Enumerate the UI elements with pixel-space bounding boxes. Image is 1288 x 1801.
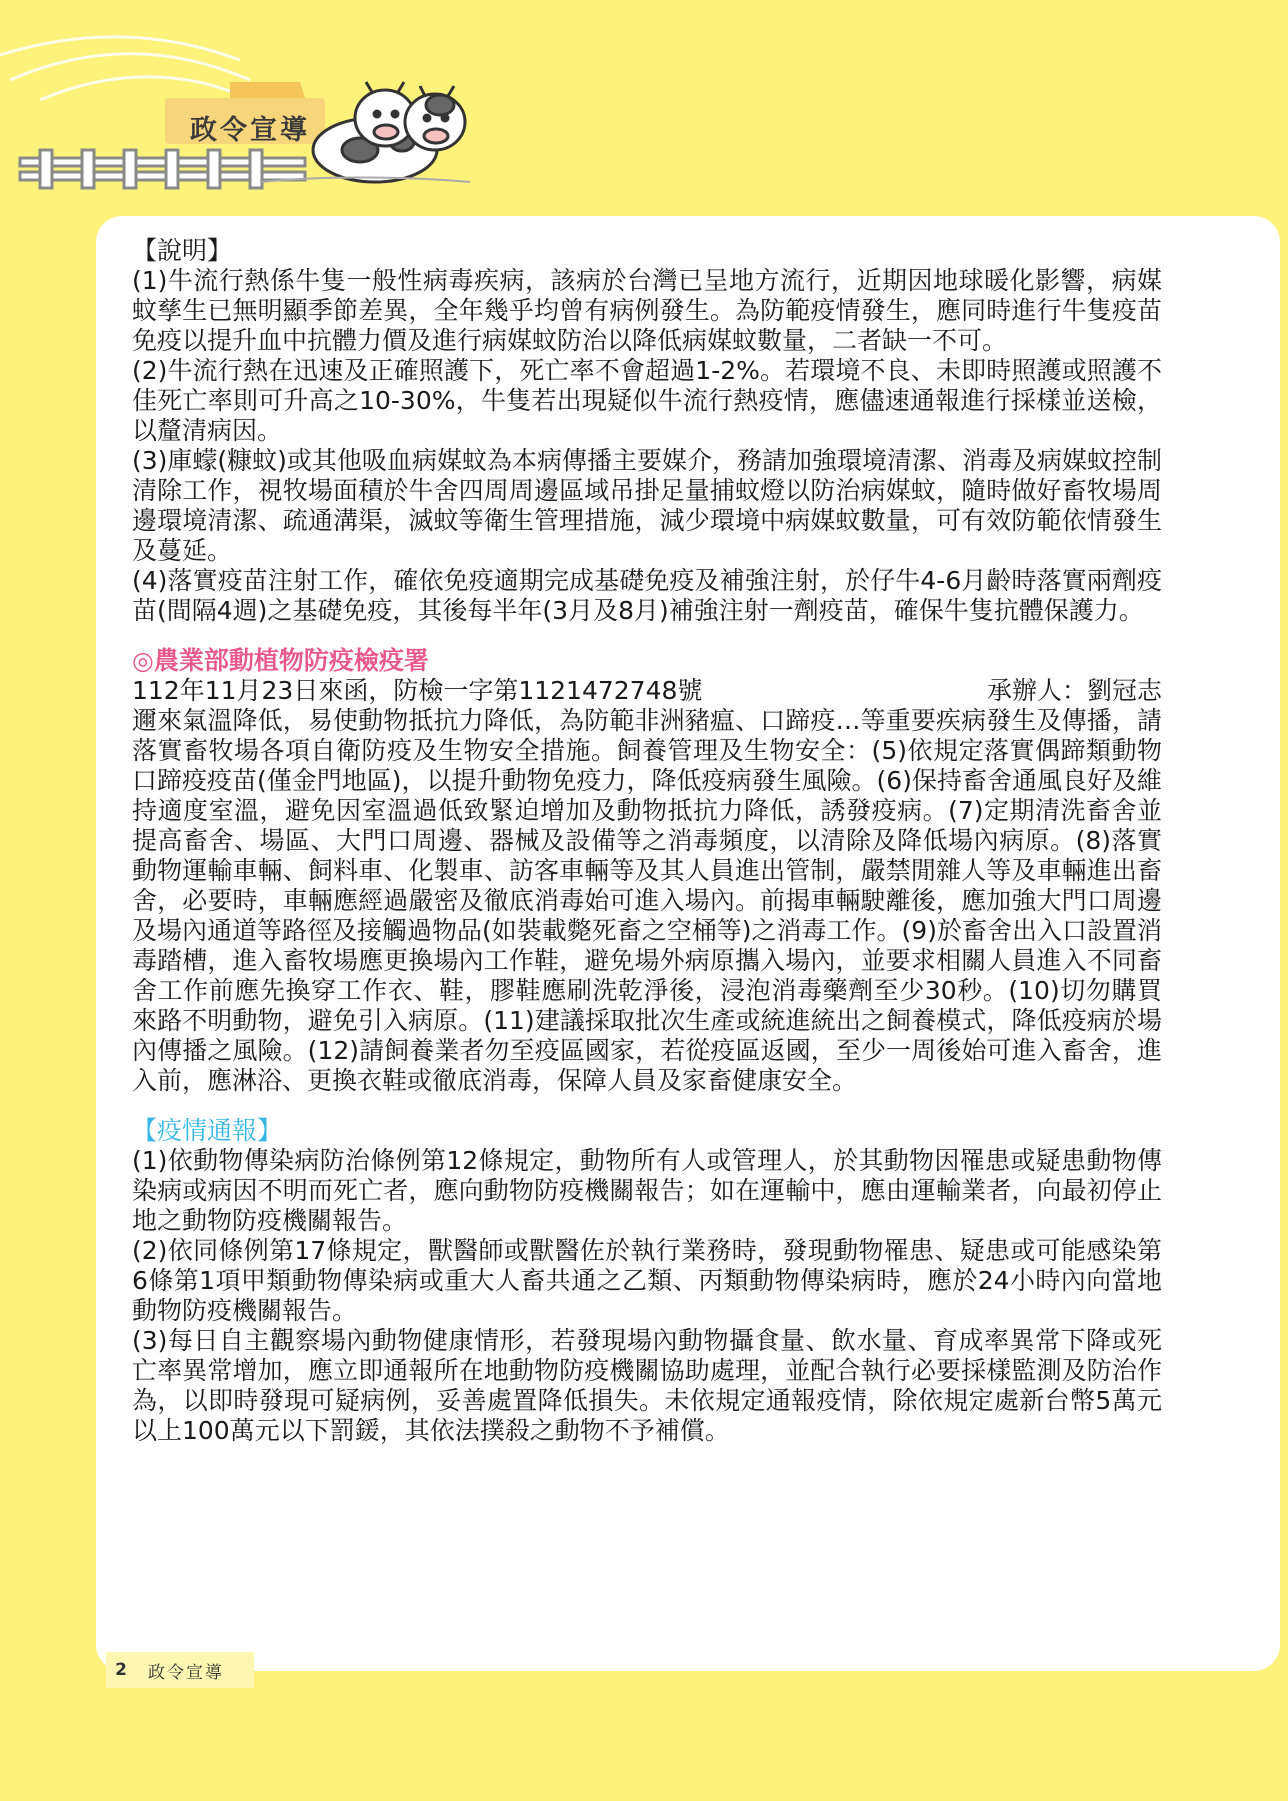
cow-illustration [313, 82, 465, 182]
page-number: 2 [115, 1660, 127, 1680]
agency-notice-section [132, 646, 1162, 1096]
banner-title: 政令宣導 [190, 115, 310, 146]
outbreak-report-item: (1)依動物傳染病防治條例第12條規定，動物所有人或管理人，於其動物因罹患或疑患動物傳染病或病因不明而死亡者，應向動物防疫機關報告；如在運輸中，應由運輸業者，向最初停止地之動物防疫機關報告。 [132, 1146, 1162, 1235]
footer-section-label: 政令宣導 [148, 1662, 224, 1683]
outbreak-report-item: (2)依同條例第17條規定，獸醫師或獸醫佐於執行業務時，發現動物罹患、疑患或可能感染第6條第1項甲類動物傳染病或重大人畜共通之乙類、丙類動物傳染病時，應於24小時內向當地動物防疫機關報告。 [132, 1236, 1162, 1325]
document-reference-line [132, 676, 1162, 706]
document-handler: 承辦人：劉冠志 [986, 676, 1162, 705]
explanation-item: (2)牛流行熱在迅速及正確照護下，死亡率不會超過1-2%。若環境不良、未即時照護或照護不佳死亡率則可升高之10-30%，牛隻若出現疑似牛流行熱疫情，應儘速通報進行採樣並送檢，以釐清病因。 [132, 356, 1162, 445]
header-illustration [0, 0, 520, 200]
outbreak-report-section [132, 1116, 1162, 1446]
agency-notice-body: 邇來氣溫降低，易使動物抵抗力降低，為防範非洲豬瘟、口蹄疫…等重要疾病發生及傳播，請落實畜牧場各項自衛防疫及生物安全措施。飼養管理及生物安全：(5)依規定落實偶蹄類動物口蹄疫疫苗(僅金門地區)，以提升動物免疫力，降低疫病發生風險。(6)保持畜舍通風良好及維持適度室溫，避免因室溫過低致緊迫增加及動物抵抗力降低，誘發疫病。(7)定期清洗畜舍並提高畜舍、場區、大門口周邊、器械及設備等之消毒頻度，以清除及降低場內病原。(8)落實動物運輸車輛、飼料車、化製車、訪客車輛等及其人員進出管制，嚴禁閒雜人等及車輛進出畜舍，必要時，車輛應經過嚴密及徹底消毒始可進入場內。前揭車輛駛離後，應加強大門口周邊及場內通道等路徑及接觸過物品(如裝載斃死畜之空桶等)之消毒工作。(9)於畜舍出入口設置消毒踏槽，進入畜牧場應更換場內工作鞋，避免場外病原攜入場內，並要求相關人員進入不同畜舍工作前應先換穿工作衣、鞋，膠鞋應刷洗乾淨後，浸泡消毒藥劑至少30秒。(10)切勿購買來路不明動物，避免引入病原。(11)建議採取批次生產或統進統出之飼養模式，降低疫病於場內傳播之風險。(12)請飼養業者勿至疫區國家，若從疫區返國，至少一周後始可進入畜舍，進入前，應淋浴、更換衣鞋或徹底消毒，保障人員及家畜健康安全。 [132, 706, 1162, 1095]
explanation-section [132, 236, 1162, 626]
page-footer [106, 1652, 254, 1688]
outbreak-report-item: (3)每日自主觀察場內動物健康情形，若發現場內動物攝食量、飲水量、育成率異常下降或死亡率異常增加，應立即通報所在地動物防疫機關協助處理，並配合執行必要採樣監測及防治作為，以即時發現可疑病例，妥善處置降低損失。未依規定通報疫情，除依規定處新台幣5萬元以上100萬元以下罰鍰，其依法撲殺之動物不予補償。 [132, 1326, 1162, 1445]
explanation-item: (3)庫蠓(糠蚊)或其他吸血病媒蚊為本病傳播主要媒介，務請加強環境清潔、消毒及病媒蚊控制清除工作，視牧場面積於牛舍四周周邊區域吊掛足量捕蚊燈以防治病媒蚊，隨時做好畜牧場周邊環境清潔、疏通溝渠，滅蚊等衛生管理措施，減少環境中病媒蚊數量，可有效防範依情發生及蔓延。 [132, 446, 1162, 565]
section-heading-explanation: 【說明】 [132, 236, 233, 265]
article-body [132, 236, 1162, 1466]
document-reference: 112年11月23日來函，防檢一字第1121472748號 [132, 676, 703, 705]
section-heading-outbreak-report: 【疫情通報】 [132, 1116, 283, 1145]
explanation-item: (4)落實疫苗注射工作，確依免疫適期完成基礎免疫及補強注射，於仔牛4-6月齡時落實兩劑疫苗(間隔4週)之基礎免疫，其後每半年(3月及8月)補強注射一劑疫苗，確保牛隻抗體保護力。 [132, 566, 1162, 625]
explanation-item: (1)牛流行熱係牛隻一般性病毒疾病，該病於台灣已呈地方流行，近期因地球暖化影響，病媒蚊孳生已無明顯季節差異，全年幾乎均曾有病例發生。為防範疫情發生，應同時進行牛隻疫苗免疫以提升血中抗體力價及進行病媒蚊防治以降低病媒蚊數量，二者缺一不可。 [132, 266, 1162, 355]
grass-swirl [0, 37, 250, 100]
section-heading-agency: ◎農業部動植物防疫檢疫署 [132, 646, 429, 675]
